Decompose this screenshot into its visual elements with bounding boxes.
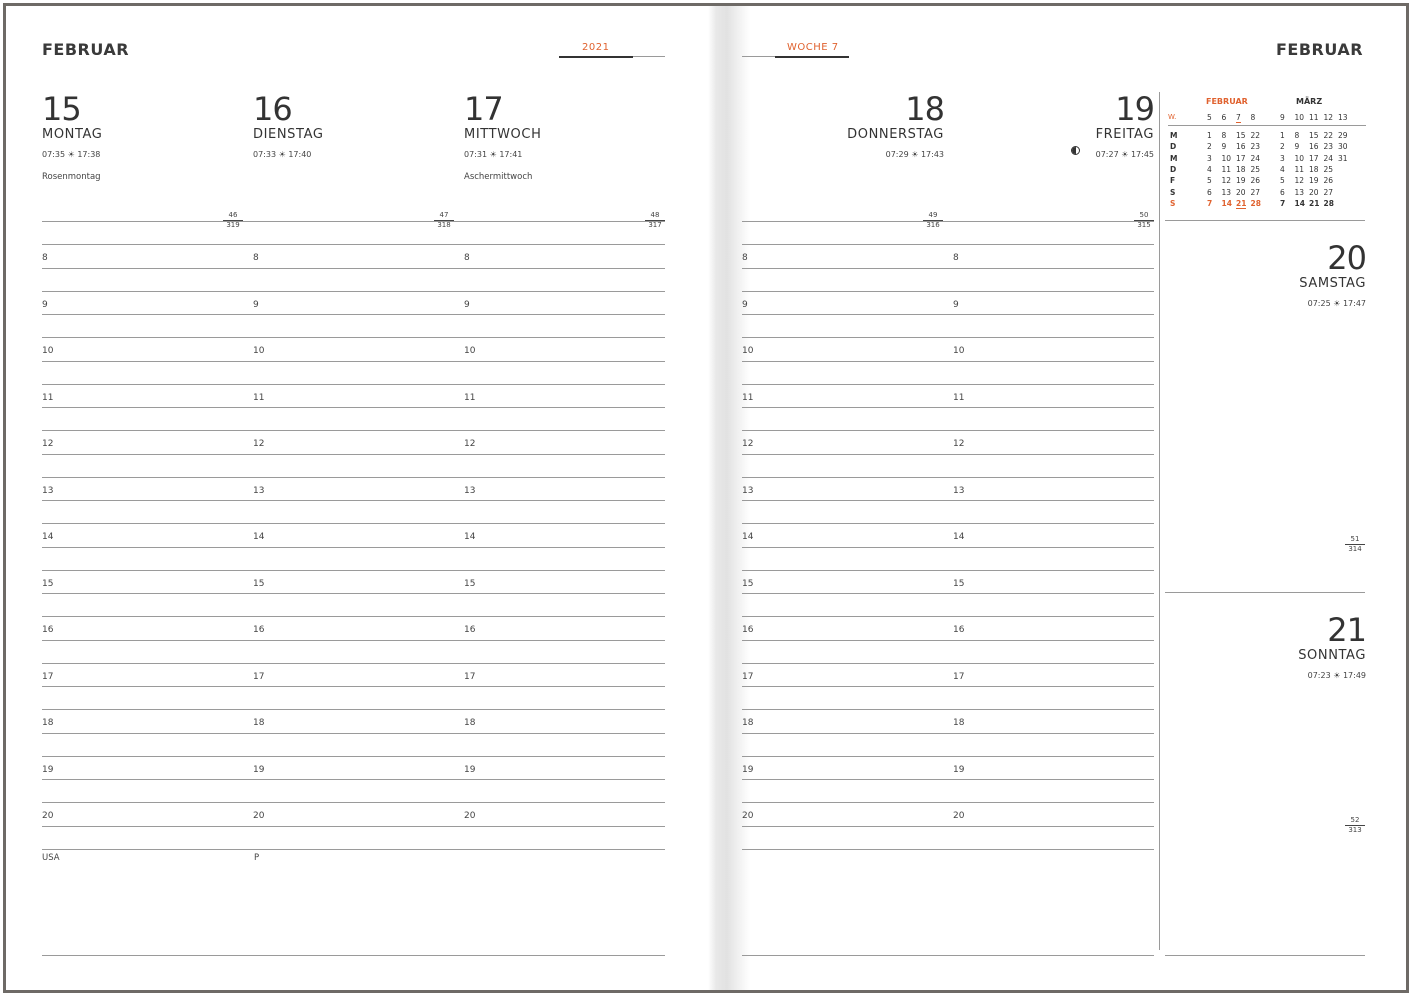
mini-cal-day: 23 <box>1323 142 1334 152</box>
mini-cal-day: 25 <box>1250 164 1261 174</box>
left-hour-label: 15 <box>253 579 265 589</box>
grid-rule <box>42 733 665 734</box>
day-name: SONNTAG <box>1298 648 1366 663</box>
mini-cal-day: 1 <box>1280 131 1285 140</box>
mini-cal-day: 17 <box>1309 153 1319 163</box>
mini-cal-weekday: S <box>1170 187 1176 197</box>
mini-cal-day: 13 <box>1294 187 1305 197</box>
page-bottom-rule <box>742 955 1154 956</box>
sunrise-sunset: 07:23 ☀ 17:49 <box>1307 671 1366 680</box>
right-hour-label: 14 <box>953 532 965 542</box>
week-day-marker-17: 48 317 <box>645 211 665 230</box>
right-hour-label: 8 <box>742 253 748 263</box>
right-hour-label: 17 <box>953 672 965 682</box>
week-day-marker-20: 51 314 <box>1345 535 1365 554</box>
left-hour-label: 14 <box>464 532 476 542</box>
grid-rule <box>742 430 1154 431</box>
grid-rule <box>42 430 665 431</box>
mini-cal-day: 13 <box>1221 187 1232 197</box>
mini-cal-day: 27 <box>1323 187 1334 197</box>
footer-note-16: P <box>254 853 260 863</box>
right-hour-label: 10 <box>953 346 965 356</box>
mini-cal-week-number: 7 <box>1236 113 1241 122</box>
mini-cal-day: 2 <box>1207 142 1212 152</box>
grid-rule <box>42 384 665 385</box>
year-label: 2021 <box>582 42 610 53</box>
left-hour-label: 8 <box>464 253 470 263</box>
mini-cal-day: 6 <box>1280 187 1285 197</box>
page-bottom-rule <box>42 955 665 956</box>
right-hour-label: 20 <box>742 811 754 821</box>
mini-cal-day: 9 <box>1221 142 1227 152</box>
left-hour-label: 9 <box>42 300 48 310</box>
grid-rule <box>742 733 1154 734</box>
grid-rule <box>742 709 1154 710</box>
mini-cal-day: 1 <box>1207 131 1212 140</box>
grid-rule <box>42 221 665 222</box>
right-hour-label: 10 <box>742 346 754 356</box>
mini-cal-day: 19 <box>1309 176 1319 186</box>
left-hour-label: 19 <box>253 765 265 775</box>
sunrise-sunset: 07:29 ☀ 17:43 <box>885 150 944 159</box>
left-month-title: FEBRUAR <box>42 40 130 59</box>
left-hour-label: 13 <box>464 486 476 496</box>
grid-rule <box>742 500 1154 501</box>
grid-rule <box>742 616 1154 617</box>
grid-rule <box>742 314 1154 315</box>
mini-cal-day: 30 <box>1338 142 1348 152</box>
grid-rule <box>42 454 665 455</box>
left-hour-label: 19 <box>42 765 54 775</box>
mini-cal-rule <box>1165 220 1365 221</box>
right-hour-label: 16 <box>953 625 965 635</box>
day-name: FREITAG <box>1095 127 1154 142</box>
mini-cal-week-number: 9 <box>1280 113 1285 122</box>
weekend-bottom-rule <box>1165 955 1365 956</box>
right-hour-label: 8 <box>953 253 959 263</box>
grid-rule <box>742 849 1154 850</box>
right-hour-label: 16 <box>742 625 754 635</box>
mini-cal-day: 18 <box>1236 164 1246 174</box>
right-hour-label: 14 <box>742 532 754 542</box>
left-hour-label: 12 <box>42 439 54 449</box>
day-header-17 <box>464 90 542 182</box>
mini-cal-day: 31 <box>1338 153 1348 163</box>
day-number: 19 <box>1115 90 1154 128</box>
right-hour-label: 15 <box>953 579 965 589</box>
day-header-16 <box>253 90 324 159</box>
left-hour-label: 16 <box>42 625 54 635</box>
left-hour-label: 16 <box>464 625 476 635</box>
mini-cal-day: 12 <box>1294 176 1305 186</box>
grid-rule <box>42 709 665 710</box>
day-number: 18 <box>905 90 944 128</box>
mini-cal-day: 25 <box>1323 164 1334 174</box>
grid-rule <box>742 686 1154 687</box>
mini-cal-day: 12 <box>1221 176 1232 186</box>
grid-rule <box>742 291 1154 292</box>
mini-cal-weekday: M <box>1170 153 1178 163</box>
mini-cal-week-number: 11 <box>1309 113 1319 122</box>
mini-cal-day: 27 <box>1250 187 1261 197</box>
right-hour-label: 19 <box>742 765 754 775</box>
week-day-marker-19: 50 315 <box>1134 211 1154 230</box>
mini-cal-day: 16 <box>1236 142 1246 152</box>
grid-rule <box>42 244 665 245</box>
grid-rule <box>42 407 665 408</box>
day-header-18 <box>840 90 944 159</box>
grid-rule <box>42 849 665 850</box>
grid-rule <box>42 500 665 501</box>
left-hour-label: 9 <box>253 300 259 310</box>
mini-cal-day: 9 <box>1294 142 1300 152</box>
left-hour-label: 11 <box>42 393 54 403</box>
day-name: DONNERSTAG <box>847 127 944 142</box>
mini-cal-day: 24 <box>1323 153 1334 163</box>
left-hour-label: 16 <box>253 625 265 635</box>
grid-rule <box>742 523 1154 524</box>
sunrise-sunset: 07:31 ☀ 17:41 <box>464 150 523 159</box>
right-hour-label: 11 <box>953 393 965 403</box>
half-moon-icon <box>1071 146 1080 155</box>
left-hour-label: 18 <box>253 718 265 728</box>
left-hour-label: 11 <box>253 393 265 403</box>
grid-rule <box>42 802 665 803</box>
mini-cal-day: 6 <box>1207 187 1212 197</box>
grid-rule <box>42 756 665 757</box>
left-hour-label: 10 <box>42 346 54 356</box>
grid-rule <box>42 779 665 780</box>
right-hour-label: 9 <box>953 300 959 310</box>
right-hour-label: 18 <box>953 718 965 728</box>
mini-cal-day: 28 <box>1250 198 1261 208</box>
mini-cal-day: 3 <box>1280 153 1285 163</box>
mini-cal-weekday: M <box>1170 131 1178 140</box>
grid-rule <box>742 779 1154 780</box>
grid-rule <box>742 477 1154 478</box>
week-rule <box>742 56 775 57</box>
left-hour-label: 12 <box>253 439 265 449</box>
grid-rule <box>42 337 665 338</box>
mini-cal-weekday: D <box>1170 164 1177 174</box>
left-hour-label: 13 <box>253 486 265 496</box>
mini-cal-week-label: W. <box>1168 113 1177 121</box>
week-day-marker-15: 46 319 <box>223 211 243 230</box>
mini-cal-day: 3 <box>1207 153 1212 163</box>
mini-cal-day: 22 <box>1250 131 1261 140</box>
grid-rule <box>42 826 665 827</box>
day-name: SAMSTAG <box>1299 276 1366 291</box>
sunrise-sunset: 07:33 ☀ 17:40 <box>253 150 312 159</box>
week-day-marker-16: 47 318 <box>434 211 454 230</box>
mini-cal-day: 10 <box>1221 153 1232 163</box>
footer-note-15: USA <box>42 853 60 863</box>
grid-rule <box>42 523 665 524</box>
right-hour-label: 19 <box>953 765 965 775</box>
grid-rule <box>42 593 665 594</box>
mini-cal-day: 10 <box>1294 153 1305 163</box>
mini-cal-day: 14 <box>1221 198 1232 208</box>
mini-cal-day: 26 <box>1250 176 1261 186</box>
day-number: 15 <box>42 90 81 128</box>
day-name: MITTWOCH <box>464 127 542 142</box>
sunrise-sunset: 07:27 ☀ 17:45 <box>1095 150 1154 159</box>
week-day-marker-18: 49 316 <box>923 211 943 230</box>
left-hour-label: 12 <box>464 439 476 449</box>
right-hour-label: 13 <box>953 486 965 496</box>
week-label: WOCHE 7 <box>787 42 839 53</box>
day-name: DIENSTAG <box>253 127 324 142</box>
mini-cal-day: 20 <box>1309 187 1319 197</box>
year-underline <box>559 56 633 58</box>
grid-rule <box>42 640 665 641</box>
book-gutter <box>708 6 750 990</box>
left-hour-label: 18 <box>42 718 54 728</box>
day-number: 21 <box>1327 611 1366 649</box>
day-header-15 <box>42 90 103 182</box>
mini-cal-header-rule <box>1168 125 1366 126</box>
week-day-marker-21: 52 313 <box>1345 816 1365 835</box>
grid-rule <box>742 640 1154 641</box>
left-hour-label: 20 <box>464 811 476 821</box>
day-header-19 <box>1050 90 1154 159</box>
grid-rule <box>42 547 665 548</box>
grid-rule <box>742 756 1154 757</box>
holiday-label: Aschermittwoch <box>464 172 533 182</box>
mini-cal-weekday: F <box>1170 176 1176 186</box>
left-hour-label: 15 <box>42 579 54 589</box>
mini-cal-day: 29 <box>1338 131 1348 140</box>
mini-cal-day: 8 <box>1294 131 1300 140</box>
right-hour-label: 17 <box>742 672 754 682</box>
grid-rule <box>42 616 665 617</box>
left-hour-label: 15 <box>464 579 476 589</box>
right-hour-label: 12 <box>953 439 965 449</box>
grid-rule <box>742 244 1154 245</box>
left-hour-label: 20 <box>253 811 265 821</box>
grid-rule <box>742 663 1154 664</box>
grid-rule <box>742 570 1154 571</box>
mini-cal-feb-label: FEBRUAR <box>1206 97 1248 106</box>
mini-cal-day: 20 <box>1236 187 1246 197</box>
day-header-21 <box>1262 611 1366 680</box>
mini-cal-mar-label: MÄRZ <box>1296 97 1323 106</box>
mini-cal-day: 26 <box>1323 176 1334 186</box>
right-month-title: FEBRUAR <box>1276 40 1364 59</box>
mini-cal-week-number: 5 <box>1207 113 1212 122</box>
left-hour-label: 10 <box>464 346 476 356</box>
grid-rule <box>42 477 665 478</box>
grid-rule <box>742 826 1154 827</box>
day-name: MONTAG <box>42 127 103 142</box>
left-hour-label: 9 <box>464 300 470 310</box>
right-hour-label: 20 <box>953 811 965 821</box>
grid-rule <box>742 337 1154 338</box>
grid-rule <box>742 454 1154 455</box>
left-hour-label: 14 <box>42 532 54 542</box>
mini-cal-week-number: 12 <box>1323 113 1334 122</box>
day-number: 20 <box>1327 239 1366 277</box>
right-hour-label: 18 <box>742 718 754 728</box>
left-hour-label: 10 <box>253 346 265 356</box>
mini-cal-week-number: 13 <box>1338 113 1348 122</box>
mini-cal-day: 14 <box>1294 198 1305 208</box>
left-hour-label: 19 <box>464 765 476 775</box>
grid-rule <box>42 570 665 571</box>
right-hour-label: 12 <box>742 439 754 449</box>
grid-rule <box>42 268 665 269</box>
right-hour-label: 13 <box>742 486 754 496</box>
mini-cal-day: 15 <box>1309 131 1319 140</box>
mini-cal-day: 5 <box>1280 176 1285 186</box>
left-hour-label: 17 <box>42 672 54 682</box>
year-rule <box>633 56 665 57</box>
left-hour-label: 17 <box>464 672 476 682</box>
left-hour-label: 14 <box>253 532 265 542</box>
grid-rule <box>742 547 1154 548</box>
mini-cal-day: 18 <box>1309 164 1319 174</box>
mini-cal-day: 16 <box>1309 142 1319 152</box>
grid-rule <box>42 314 665 315</box>
week-underline <box>775 56 849 58</box>
left-hour-label: 18 <box>464 718 476 728</box>
mini-cal-day: 23 <box>1250 142 1261 152</box>
mini-cal-day: 2 <box>1280 142 1285 152</box>
grid-rule <box>42 663 665 664</box>
grid-rule <box>42 686 665 687</box>
grid-rule <box>742 268 1154 269</box>
mini-calendar <box>1168 97 1368 217</box>
sidebar-divider <box>1159 92 1160 950</box>
mini-cal-day: 24 <box>1250 153 1261 163</box>
right-hour-label: 9 <box>742 300 748 310</box>
mini-cal-week-number: 8 <box>1250 113 1256 122</box>
grid-rule <box>742 407 1154 408</box>
right-hour-label: 11 <box>742 393 754 403</box>
mini-cal-week-number: 6 <box>1221 113 1227 122</box>
mini-cal-week-number: 10 <box>1294 113 1305 122</box>
left-hour-label: 20 <box>42 811 54 821</box>
mini-cal-day: 7 <box>1207 198 1213 208</box>
mini-cal-day: 11 <box>1221 164 1232 174</box>
mini-cal-weekday: S <box>1170 198 1176 208</box>
mini-cal-day: 7 <box>1280 198 1286 208</box>
day-number: 16 <box>253 90 292 128</box>
right-hour-label: 15 <box>742 579 754 589</box>
mini-cal-day: 17 <box>1236 153 1246 163</box>
grid-rule <box>742 802 1154 803</box>
weekend-divider <box>1165 592 1365 593</box>
mini-cal-day: 21 <box>1236 198 1247 208</box>
mini-cal-day: 11 <box>1294 164 1305 174</box>
left-hour-label: 8 <box>253 253 259 263</box>
grid-rule <box>742 593 1154 594</box>
sunrise-sunset: 07:35 ☀ 17:38 <box>42 150 101 159</box>
mini-cal-day: 21 <box>1309 198 1320 208</box>
mini-cal-day: 15 <box>1236 131 1246 140</box>
mini-cal-day: 8 <box>1221 131 1227 140</box>
mini-cal-day: 19 <box>1236 176 1246 186</box>
left-hour-label: 13 <box>42 486 54 496</box>
grid-rule <box>742 221 1154 222</box>
day-header-20 <box>1262 239 1366 308</box>
grid-rule <box>42 291 665 292</box>
mini-cal-weekday: D <box>1170 142 1177 152</box>
grid-rule <box>42 361 665 362</box>
grid-rule <box>742 361 1154 362</box>
sunrise-sunset: 07:25 ☀ 17:47 <box>1307 299 1366 308</box>
holiday-label: Rosenmontag <box>42 172 101 182</box>
mini-cal-day: 22 <box>1323 131 1334 140</box>
mini-cal-day: 28 <box>1323 198 1334 208</box>
mini-cal-day: 5 <box>1207 176 1212 186</box>
mini-cal-day: 4 <box>1207 164 1212 174</box>
left-hour-label: 17 <box>253 672 265 682</box>
left-hour-label: 8 <box>42 253 48 263</box>
left-hour-label: 11 <box>464 393 476 403</box>
mini-cal-day: 4 <box>1280 164 1285 174</box>
day-number: 17 <box>464 90 503 128</box>
grid-rule <box>742 384 1154 385</box>
